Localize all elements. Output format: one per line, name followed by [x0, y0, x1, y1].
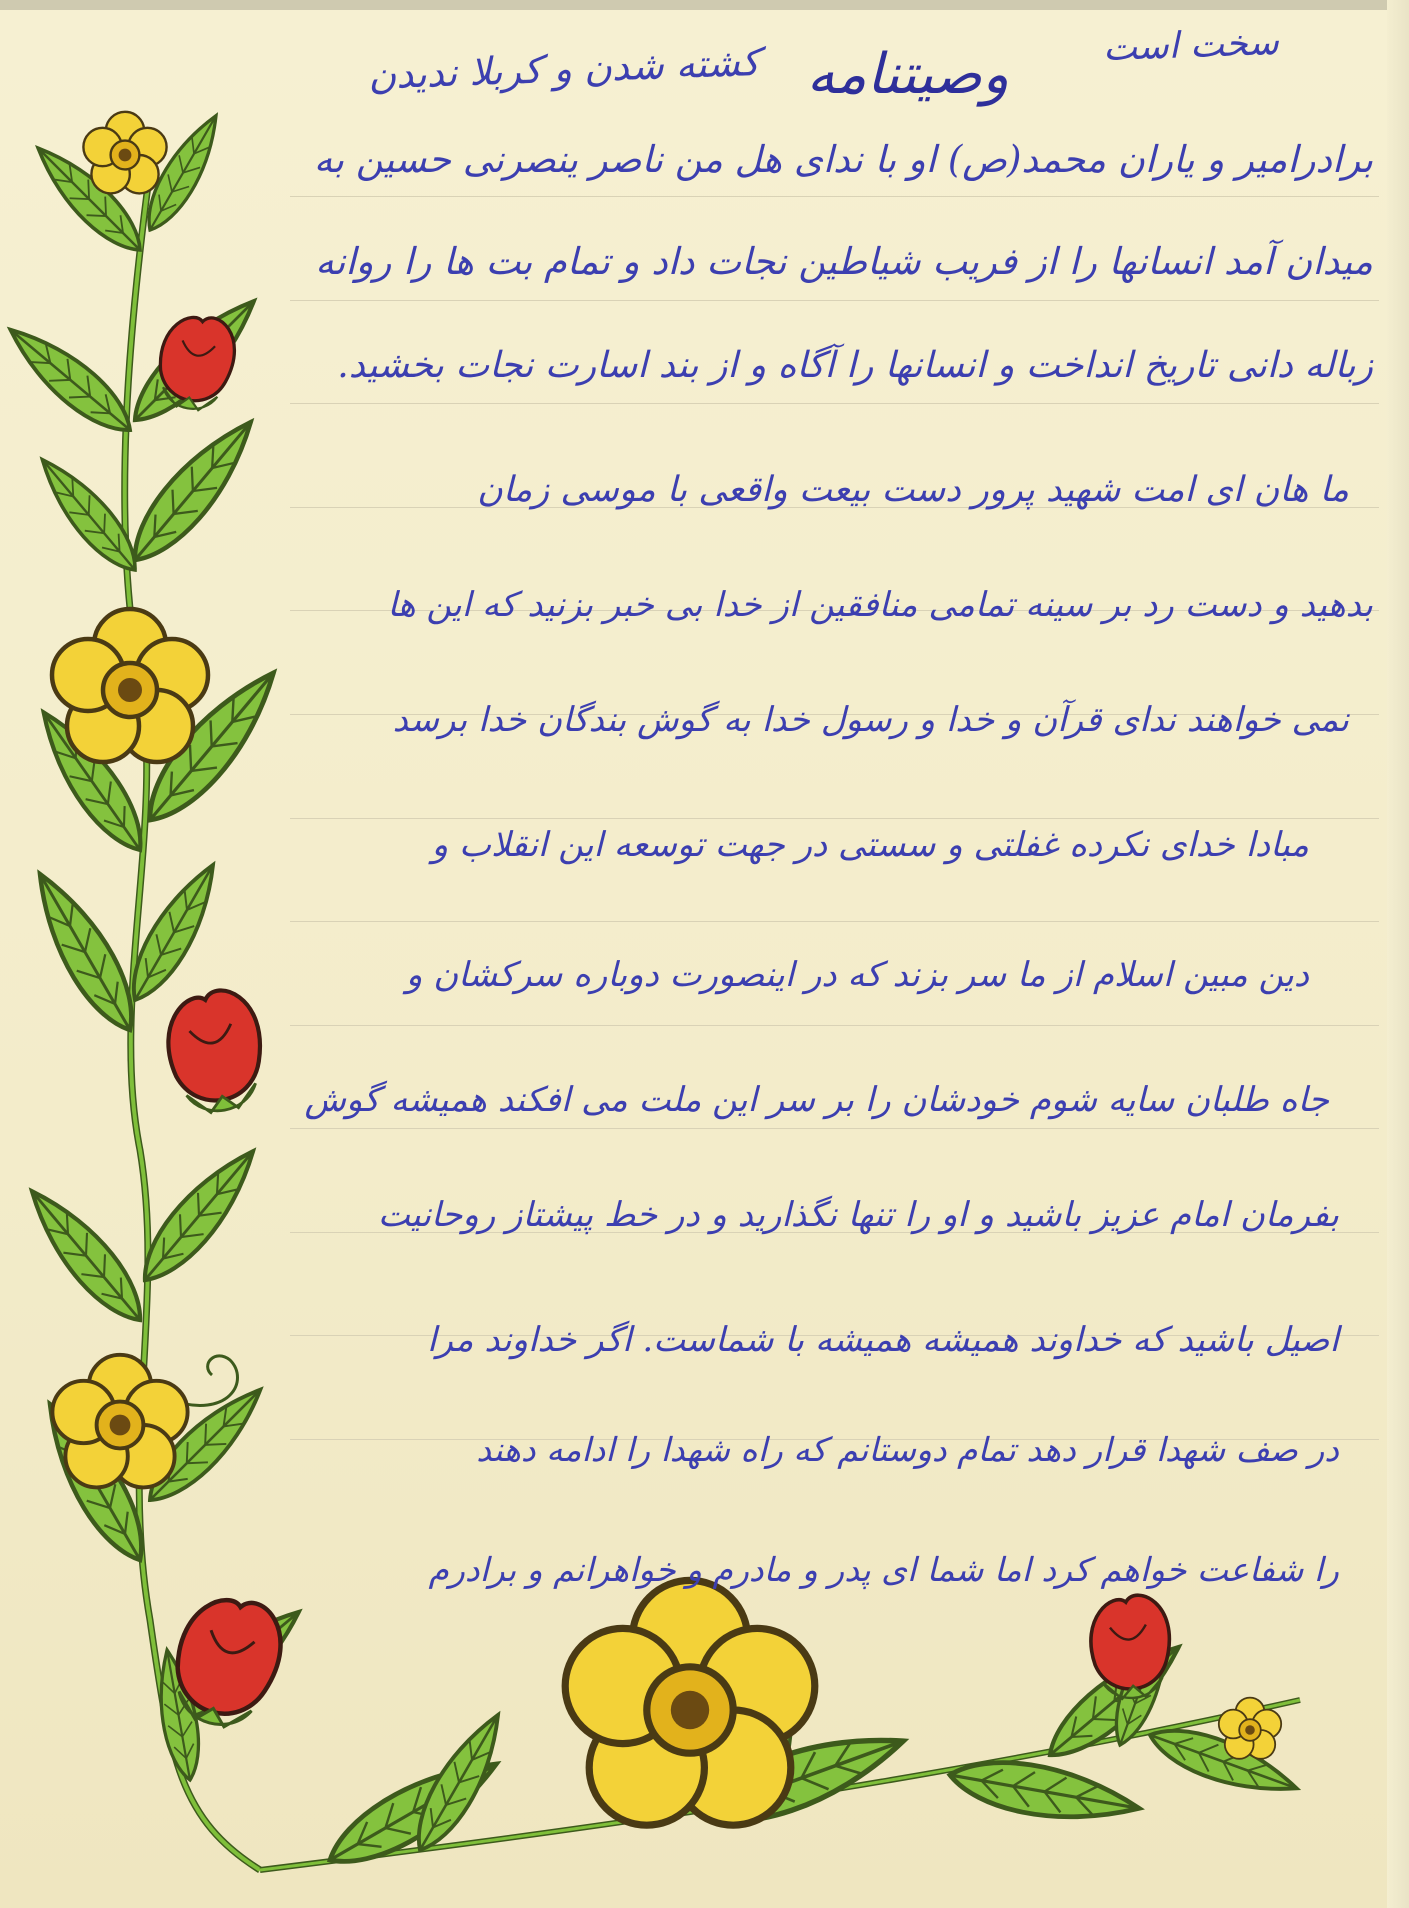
letter-line: را شفاعت خواهم کرد اما شما ای پدر و مادرم و خواهرانم و برادرم — [428, 1550, 1339, 1589]
letter-line: اصیل باشید که خداوند همیشه همیشه با شماست. اگر خداوند مرا — [427, 1320, 1339, 1360]
letter-line: دین مبین اسلام از ما سر بزند که در اینصورت دوباره سرکشان و — [405, 955, 1309, 995]
letter-title: وصیتنامه — [806, 42, 1009, 107]
letter-line: در صف شهدا قرار دهد تمام دوستانم که راه شهدا را ادامه دهند — [476, 1430, 1339, 1469]
letter-line: زباله دانی تاریخ انداخت و انسانها را آگاه و از بند اسارت نجات بخشید. — [337, 345, 1373, 386]
letter-header-right: سخت است — [1102, 22, 1280, 70]
letter-line: بفرمان امام عزیز باشید و او را تنها نگذارید و در خط پیشتاز روحانیت — [377, 1195, 1339, 1235]
letter-line: مبادا خدای نکرده غفلتی و سستی در جهت توسعه این انقلاب و — [431, 825, 1309, 865]
letter-subtitle: کشته شدن و کربلا ندیدن — [367, 40, 760, 98]
letter-line: نمی خواهند ندای قرآن و خدا و رسول خدا به گوش بندگان خدا برسد — [392, 700, 1349, 740]
letter-line: برادرامیر و یاران محمد(ص) او با ندای هل من ناصر ینصرنی حسین به — [313, 138, 1373, 181]
letter-line: میدان آمد انسانها را از فریب شیاطین نجات داد و تمام بت ها را روانه — [315, 240, 1373, 283]
letter-line: ما هان ای امت شهید پرور دست بیعت واقعی با موسی زمان — [477, 470, 1349, 510]
letter-line: بدهید و دست رد بر سینه تمامی منافقین از خدا بی خبر بزنید که این ها — [387, 585, 1373, 625]
letter-line: جاه طلبان سایه شوم خودشان را بر سر این ملت می افکند همیشه گوش — [304, 1080, 1329, 1120]
